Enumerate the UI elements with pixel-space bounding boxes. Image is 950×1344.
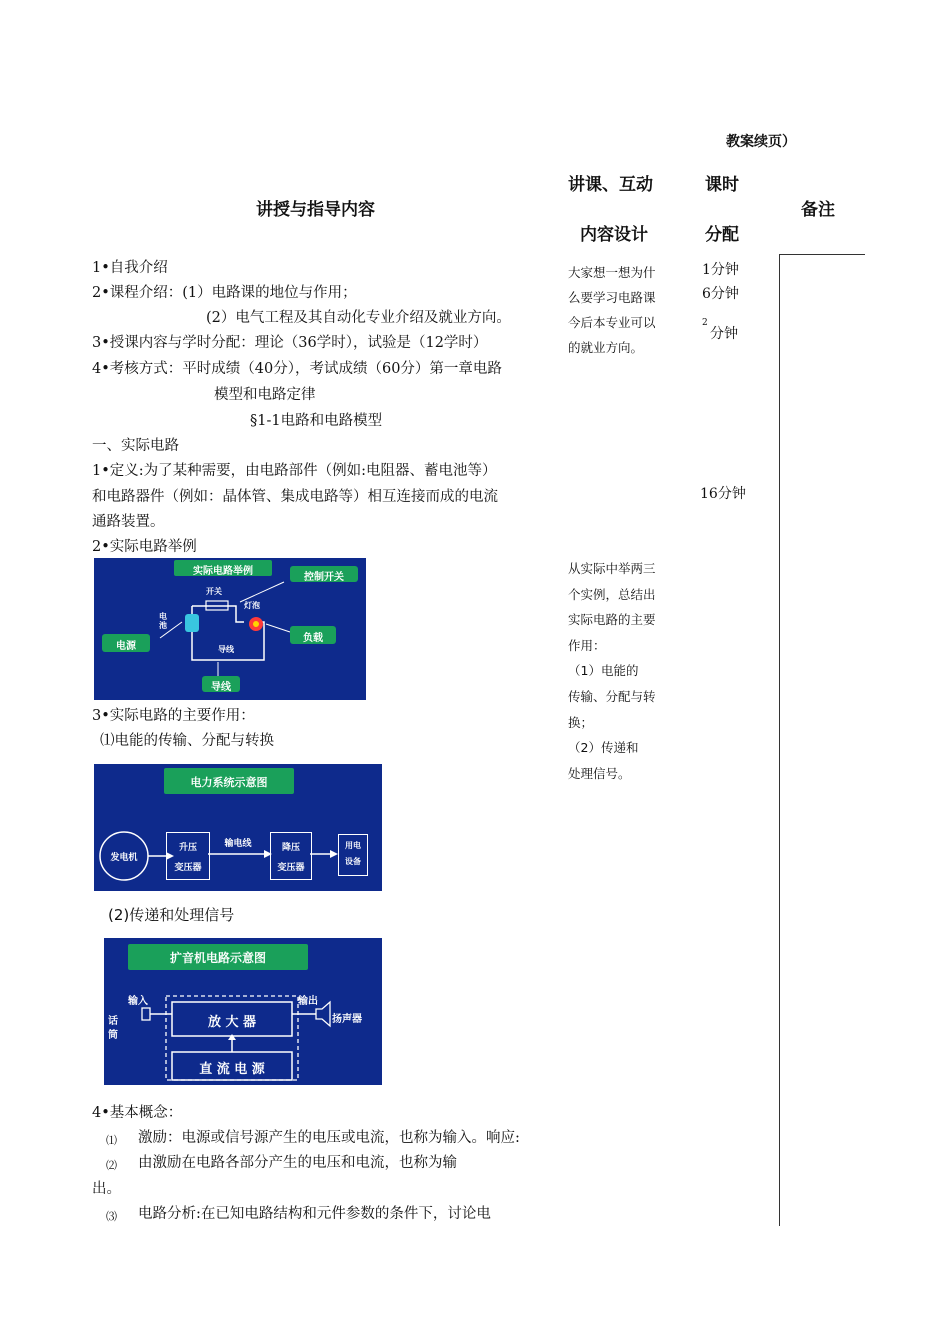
note-2-line: 个实例，总结出 — [568, 586, 656, 602]
fig1-lamp-label: 灯泡 — [244, 601, 260, 610]
line-course-intro: 2•课程介绍：(1）电路课的地位与作用； — [92, 285, 357, 301]
line-major-intro: (2）电气工程及其自动化专业介绍及就业方向。 — [206, 310, 511, 326]
notes-top-border — [779, 254, 865, 255]
time-3-sup: 2 — [702, 318, 708, 328]
fig3-dc-supply: 直 流 电 源 — [199, 1062, 265, 1077]
fig3-output: 输出 — [298, 996, 318, 1007]
line-function-1: ⑴电能的传输、分配与转换 — [100, 733, 274, 749]
concept-1-number: ⑴ — [106, 1134, 117, 1147]
concept-2-cont: 出。 — [92, 1181, 121, 1197]
fig3-speaker: 扬声器 — [332, 1014, 362, 1025]
fig2-user-1: 用电 — [345, 841, 361, 850]
note-2-line: 换； — [568, 714, 594, 730]
concept-2-text: 由激励在电路各部分产生的电压和电流，也称为输 — [138, 1155, 457, 1171]
line-definition-2: 和电路器件（例如：晶体管、集成电路等）相互连接而成的电流 — [92, 489, 498, 505]
figure-amplifier — [104, 938, 382, 1085]
line-function-2: (2)传递和处理信号 — [108, 906, 235, 924]
line-definition-1: 1•定义:为了某种需要，由电路部件（例如:电阻器、蓄电池等） — [92, 463, 497, 479]
fig2-step-down-2: 变压器 — [277, 863, 305, 873]
note-2-line: （1）电能的 — [568, 663, 639, 679]
fig3-mic-2: 筒 — [108, 1030, 118, 1041]
fig2-step-down-1: 降压 — [281, 843, 300, 853]
col-header-main: 讲授与指导内容 — [256, 200, 375, 220]
col-header-time-1: 课时 — [705, 175, 739, 195]
figure-real-circuit — [94, 558, 366, 700]
continued-label: 教案续页） — [726, 134, 796, 150]
fig3-amplifier: 放 大 器 — [207, 1015, 257, 1030]
note-1-line: 大家想一想为什 — [568, 265, 656, 280]
fig2-line: 输电线 — [224, 839, 252, 849]
time-4: 16分钟 — [700, 486, 746, 502]
time-1: 1分钟 — [702, 262, 739, 278]
fig3-mic-1: 话 — [108, 1016, 118, 1027]
subheading-real-circuit: 一、实际电路 — [92, 438, 179, 454]
concept-3-number: ⑶ — [106, 1210, 117, 1223]
fig1-switch-label: 开关 — [206, 587, 222, 596]
line-chapter-title: 模型和电路定律 — [214, 387, 316, 403]
fig3-input: 输入 — [128, 996, 148, 1007]
fig1-wire-tag: 导线 — [211, 682, 231, 693]
time-2: 6分钟 — [702, 286, 739, 302]
line-definition-3: 通路装置。 — [92, 514, 165, 530]
fig1-title: 实际电路举例 — [193, 566, 253, 577]
figure-power-system — [94, 764, 382, 891]
note-2-line: 作用： — [568, 637, 606, 653]
note-2-line: 处理信号。 — [568, 765, 631, 781]
col-header-notes: 备注 — [801, 200, 835, 220]
time-3: 分钟 — [710, 326, 738, 342]
fig2-step-up-1: 升压 — [178, 843, 197, 853]
line-assessment: 4•考核方式：平时成绩（40分），考试成绩（60分）第一章电路 — [92, 361, 502, 377]
fig1-control-switch: 控制开关 — [304, 572, 344, 583]
fig1-source: 电源 — [116, 641, 136, 652]
fig1-load: 负载 — [303, 633, 323, 644]
line-hours: 3•授课内容与学时分配：理论（36学时），试验是（12学时） — [92, 335, 488, 351]
fig1-wire-label: 导线 — [218, 645, 234, 654]
note-block-2 — [568, 556, 656, 786]
col-header-interact-2: 内容设计 — [580, 225, 648, 245]
concept-3-text: 电路分析:在已知电路结构和元件参数的条件下，讨论电 — [138, 1206, 491, 1222]
note-block-1 — [568, 260, 656, 360]
line-example-heading: 2•实际电路举例 — [92, 539, 197, 555]
fig2-step-up-2: 变压器 — [174, 863, 202, 873]
concept-1-text: 激励：电源或信号源产生的电压或电流，也称为输入。响应: — [138, 1130, 520, 1146]
note-1-line: 今后本专业可以 — [568, 315, 656, 330]
fig3-title: 扩音机电路示意图 — [169, 951, 266, 965]
col-header-interact-1: 讲课、互动 — [568, 175, 653, 195]
line-main-functions: 3•实际电路的主要作用： — [92, 708, 255, 724]
note-1-line: 么要学习电路课 — [568, 290, 656, 305]
fig2-title: 电力系统示意图 — [190, 776, 268, 789]
note-2-line: 实际电路的主要 — [568, 612, 656, 628]
col-header-time-2: 分配 — [705, 225, 739, 245]
fig2-user-2: 设备 — [345, 857, 361, 866]
notes-left-border — [779, 254, 780, 1226]
note-2-line: （2）传递和 — [568, 740, 639, 756]
fig2-generator: 发电机 — [110, 853, 138, 863]
note-2-line: 从实际中举两三 — [568, 561, 656, 576]
note-1-line: 的就业方向。 — [568, 340, 644, 355]
section-title: §1-1电路和电路模型 — [250, 413, 383, 429]
fig1-battery-label: 电池 — [159, 612, 167, 630]
concept-2-number: ⑵ — [106, 1159, 117, 1172]
line-self-intro: 1•自我介绍 — [92, 260, 168, 276]
note-2-line: 传输、分配与转 — [568, 688, 656, 704]
line-basic-concepts: 4•基本概念： — [92, 1105, 183, 1121]
